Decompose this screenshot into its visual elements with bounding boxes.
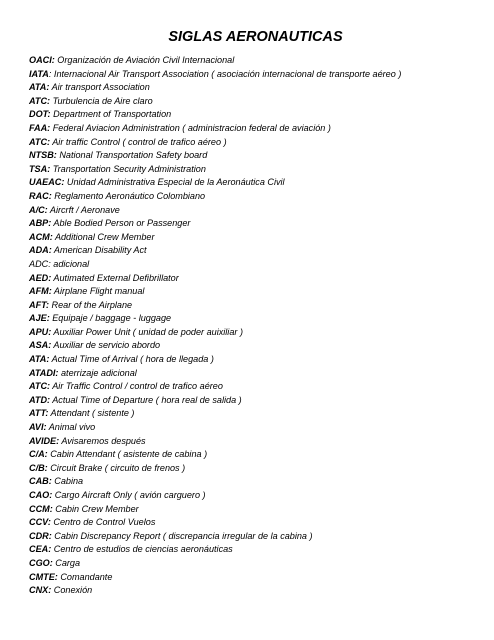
list-item: [29, 571, 474, 585]
acronym: ATC:: [29, 95, 51, 106]
list-item: [29, 176, 474, 190]
acronym: RAC:: [29, 190, 52, 201]
acronym: ADA:: [29, 245, 52, 256]
acronym-definition: adicional: [50, 258, 90, 269]
acronym-definition: Turbulencia de Aire claro: [50, 95, 153, 106]
acronym-definition: American Disability Act: [51, 245, 147, 256]
list-item: [29, 68, 474, 82]
acronym: ASA:: [29, 340, 52, 351]
acronym-definition: Conexión: [51, 585, 93, 596]
acronym: CCV:: [29, 517, 51, 528]
list-item: [29, 489, 474, 503]
list-item: [29, 326, 474, 340]
acronym-definition: Cargo Aircraft Only ( avión carguero ): [52, 490, 206, 500]
acronym-definition: Organización de Aviación Civil Internacional: [54, 55, 235, 65]
acronym-definition: Air traffic Control ( control de trafico aéreo ): [50, 136, 227, 147]
acronym-definition: Cabin Attendant ( asistente de cabina ): [47, 449, 208, 460]
list-item: [29, 475, 474, 489]
acronym-definition: Cabina: [51, 476, 84, 487]
list-item: [29, 448, 474, 462]
acronym: C/A:: [29, 449, 48, 460]
acronym: ATC:: [29, 136, 51, 147]
list-item: [29, 407, 474, 421]
acronym: CCM:: [29, 503, 53, 514]
acronym-definition: Centro de Control Vuelos: [50, 517, 156, 528]
acronym-definition: Cabin Discrepancy Report ( discrepancia irregular de la cabina ): [51, 530, 313, 541]
list-item: [29, 312, 474, 326]
acronym: AFM:: [29, 286, 52, 297]
acronym: CDR:: [29, 530, 52, 541]
acronym-definition: Airplane Flight manual: [51, 286, 145, 297]
acronym: NTSB:: [29, 150, 57, 161]
acronym-definition: Aircrft / Aeronave: [47, 204, 120, 215]
acronym: CNX:: [29, 585, 52, 596]
list-item: [29, 258, 474, 272]
list-item: [29, 163, 474, 177]
list-item: [29, 95, 474, 109]
list-item: [29, 136, 474, 150]
acronym: OACI:: [29, 55, 55, 65]
acronym-definition: Department of Transportation: [50, 109, 172, 120]
acronym: UAEAC:: [29, 177, 65, 188]
list-item: [29, 285, 474, 299]
list-item: [29, 244, 474, 258]
acronym-definition: Rear of the Airplane: [49, 299, 133, 310]
acronym: ATA:: [29, 354, 50, 365]
list-item: [29, 108, 474, 122]
acronym: ABP:: [29, 218, 52, 229]
list-item: [29, 217, 474, 231]
acronym: APU:: [29, 326, 52, 337]
acronym-definition: Centro de estudios de ciencias aeronáuticas: [51, 544, 233, 555]
acronym: CEA:: [29, 544, 52, 555]
acronym-definition: : Internacional Air Transport Association ( asociación internacional de transporte aéreo ): [48, 68, 402, 79]
acronym: ATA:: [29, 82, 50, 93]
acronym-definition: Able Bodied Person or Passenger: [51, 218, 191, 229]
acronym: ADC:: [29, 258, 51, 269]
list-item: [29, 503, 474, 517]
acronym-definition: Animal vivo: [46, 422, 96, 433]
acronym-definition: Reglamento Aeronáutico Colombiano: [51, 190, 206, 201]
list-item: [29, 231, 474, 245]
acronym: AJE:: [29, 313, 50, 324]
acronym: AVIDE:: [29, 435, 60, 446]
acronym: AED:: [29, 272, 52, 283]
acronym-definition: aterrizaje adicional: [58, 367, 137, 378]
acronym: A/C:: [29, 204, 48, 215]
acronym: ACM:: [29, 231, 53, 242]
list-item: [29, 394, 474, 408]
list-item: [29, 367, 474, 381]
list-item: [29, 204, 474, 218]
list-item: [29, 543, 474, 557]
list-item: [29, 272, 474, 286]
list-item: [29, 530, 474, 544]
acronym-definition: Unidad Administrativa Especial de la Aeronáutica Civil: [64, 177, 285, 188]
list-item: [29, 339, 474, 353]
acronym-definition: Actual Time of Departure ( hora real de salida ): [50, 394, 242, 405]
acronym: ATT:: [29, 408, 49, 419]
list-item: [29, 299, 474, 313]
acronym: AFT:: [29, 299, 50, 310]
acronym-definition: Cabin Crew Member: [52, 503, 139, 514]
acronym: ATADI:: [29, 367, 59, 378]
acronym: CMTE:: [29, 571, 58, 582]
acronym: FAA:: [29, 122, 51, 133]
acronym-definition: Air transport Association: [49, 82, 150, 93]
acronym: AVI:: [29, 422, 47, 433]
list-item: [29, 190, 474, 204]
acronym-definition: Federal Aviacion Administration ( administracion federal de aviación ): [50, 122, 331, 133]
list-item: [29, 122, 474, 136]
acronym: ATD:: [29, 394, 51, 405]
acronym: ATC:: [29, 381, 51, 392]
list-item: [29, 462, 474, 476]
acronym-definition: Circuit Brake ( circuito de frenos ): [47, 462, 186, 473]
acronym: CAO:: [29, 490, 53, 500]
list-item: [29, 380, 474, 394]
acronym-definition: Actual Time of Arrival ( hora de llegada ): [49, 354, 214, 365]
list-item: [29, 421, 474, 435]
list-item: [29, 353, 474, 367]
acronym-definition: Comandante: [57, 571, 113, 582]
acronym: TSA:: [29, 163, 51, 174]
acronym: IATA: [29, 68, 49, 79]
list-item: [29, 81, 474, 95]
list-item: [29, 557, 474, 571]
acronym-definition: Avisaremos después: [59, 435, 146, 446]
acronym-definition: Auxiliar de servicio abordo: [51, 340, 161, 351]
acronym-definition: Autimated External Defibrillator: [51, 272, 179, 283]
acronym-definition: Additional Crew Member: [52, 231, 155, 242]
list-item: [29, 54, 474, 68]
list-item: [29, 516, 474, 530]
acronym-definition: Air Traffic Control / control de trafico aéreo: [50, 381, 223, 392]
acronym-definition: Carga: [52, 557, 81, 568]
acronym-definition: Equipaje / baggage - luggage: [49, 313, 172, 324]
acronym-definition: National Transportation Safety board: [56, 150, 208, 161]
list-item: [29, 435, 474, 449]
acronym: CAB:: [29, 476, 52, 487]
page-title: SIGLAS AERONAUTICAS: [168, 29, 343, 45]
list-item: [29, 584, 474, 598]
acronym: DOT:: [29, 109, 51, 120]
list-item: [29, 149, 474, 163]
acronym-list: [29, 54, 474, 598]
acronym-definition: Auxiliar Power Unit ( unidad de poder auixiliar ): [51, 326, 243, 337]
acronym-definition: Attendant ( sistente ): [48, 408, 135, 419]
acronym-definition: Transportation Security Administration: [50, 163, 206, 174]
acronym: C/B:: [29, 462, 48, 473]
acronym: CGO:: [29, 557, 53, 568]
